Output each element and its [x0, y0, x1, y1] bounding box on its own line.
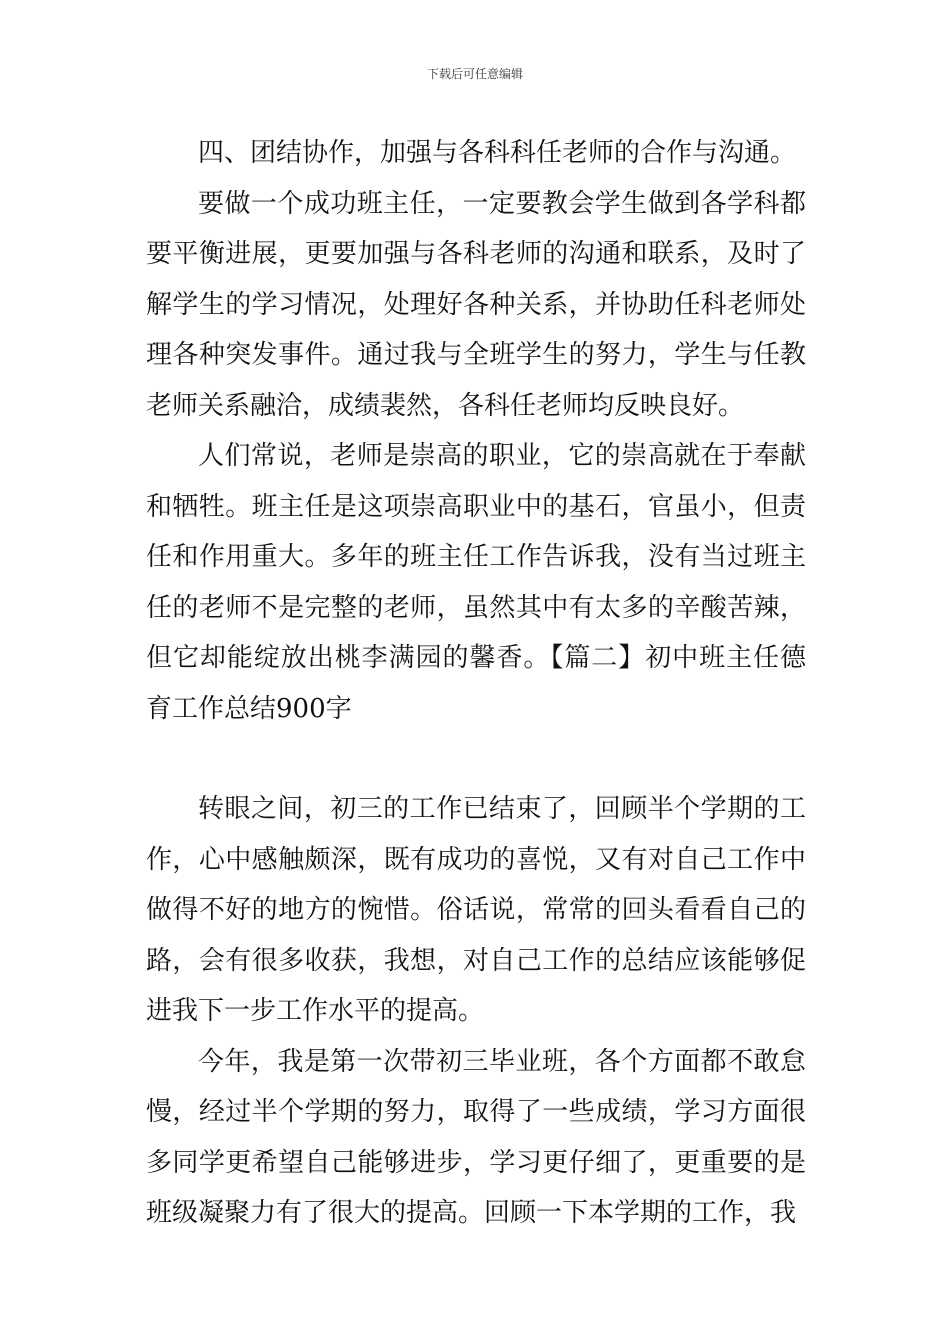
- page-header-note: 下载后可任意编辑: [426, 67, 523, 81]
- paragraph-cooperation: 要做一个成功班主任，一定要教会学生做到各学科都要平衡进展，更要加强与各科老师的沟通和联系，及时了解学生的学习情况，处理好各种关系，并协助任科老师处理各种突发事件。通过我与全班学生的努力，学生与任教老师关系融洽，成绩裴然，各科任老师均反映良好。: [146, 188, 806, 421]
- paragraph-gap: [146, 734, 806, 784]
- paragraph-this-year: 今年，我是第一次带初三毕业班，各个方面都不敢怠慢，经过半个学期的努力，取得了一些成绩，学习方面很多同学更希望自己能够进步，学习更仔细了，更重要的是班级凝聚力有了很大的提高。回顾一下本学期的工作，我: [146, 1046, 806, 1228]
- paragraph-section-four-heading: 四、团结协作，加强与各科科任老师的合作与沟通。: [198, 138, 797, 168]
- paragraph-teacher-dedication: 人们常说，老师是崇高的职业，它的崇高就在于奉献和牺牲。班主任是这项崇高职业中的基石，官虽小，但责任和作用重大。多年的班主任工作告诉我，没有当过班主任的老师不是完整的老师，虽然其中有太多的辛酸苦辣，但它却能绽放出桃李满园的馨香。【篇二】初中班主任德育工作总结900字: [146, 441, 806, 724]
- document-body: [146, 128, 806, 1239]
- paragraph-review: 转眼之间，初三的工作已结束了，回顾半个学期的工作，心中感触颇深，既有成功的喜悦，又有对自己工作中做得不好的地方的惋惜。俗话说，常常的回头看看自己的路，会有很多收获，我想，对自己工作的总结应该能够促进我下一步工作水平的提高。: [146, 794, 806, 1026]
